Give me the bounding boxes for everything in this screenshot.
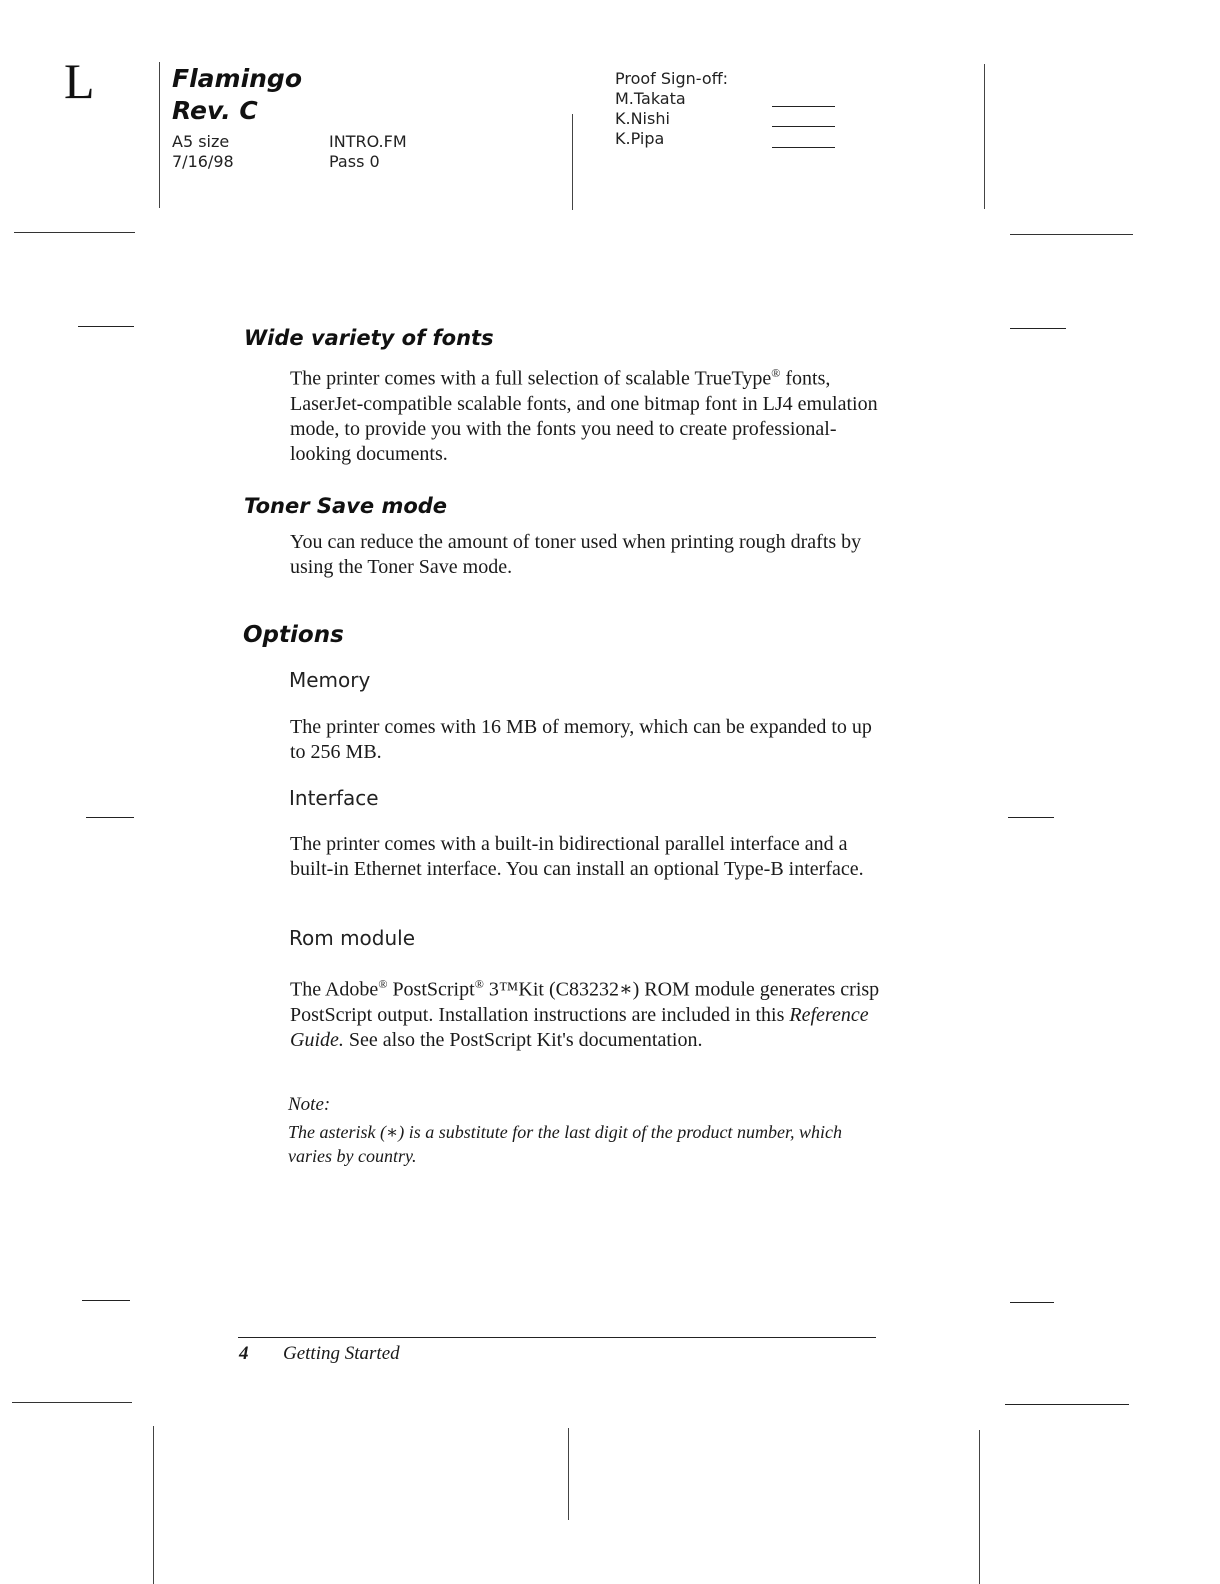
proofer-name: K.Nishi [615,109,670,128]
note-text: The asterisk (∗) is a substitute for the last digit of the product number, which varies by country. [288,1122,843,1166]
crop-mark-bottom-left-vertical [153,1426,154,1584]
crop-mark-bottom-right [1005,1404,1129,1405]
crop-mark-bottom-center-vertical [568,1428,569,1520]
section-heading-options: Options [243,622,344,648]
header-left-rule [159,62,160,208]
crop-mark-left-3 [82,1300,130,1301]
doc-date: 7/16/98 [172,152,234,171]
rom-paragraph: The Adobe® PostScript® 3™Kit (C83232∗) ROM module generates crisp PostScript output. Installation instructions are included in this Reference Guide. See also the PostScript Kit's documentation. [290,977,880,1051]
subheading-memory: Memory [289,668,371,692]
proofer-name: M.Takata [615,89,686,108]
chapter-title: Getting Started [283,1343,400,1364]
doc-size: A5 size [172,132,230,151]
crop-mark-top-left [14,232,135,233]
doc-pass: Pass 0 [329,152,380,171]
crop-mark-left-1 [78,326,134,327]
side-letter: L [64,53,95,109]
signature-line [772,106,835,107]
page-number: 4 [239,1343,249,1364]
doc-revision: Rev. C [172,96,258,125]
doc-title: Flamingo [172,64,303,93]
crop-mark-right-3 [1010,1302,1054,1303]
signature-line [772,147,835,148]
header-center-rule [572,114,573,210]
crop-mark-right-2 [1008,817,1054,818]
subheading-interface: Interface [289,786,379,810]
crop-mark-left-2 [86,817,134,818]
header-right-rule [984,64,985,209]
section-heading-fonts: Wide variety of fonts [244,326,494,350]
doc-filename: INTRO.FM [329,132,407,151]
footer-rule [238,1337,876,1338]
proof-label: Proof Sign-off: [615,69,729,88]
crop-mark-top-right [1010,234,1133,235]
crop-mark-bottom-left [12,1402,132,1403]
note-title: Note: [288,1094,331,1115]
proofer-name: K.Pipa [615,129,665,148]
fonts-paragraph: The printer comes with a full selection of scalable TrueType® fonts, LaserJet-compatible scalable fonts, and one bitmap font in LJ4 emulation mode, to provide you with the fonts you need to create professional-looking documents. [290,366,878,465]
signature-line [772,126,835,127]
memory-paragraph: The printer comes with 16 MB of memory, which can be expanded to up to 256 MB. [290,716,872,763]
subheading-rom-module: Rom module [289,926,416,950]
interface-paragraph: The printer comes with a built-in bidirectional parallel interface and a built-in Ethernet interface. You can install an optional Type-B interface. [290,833,864,880]
section-heading-toner: Toner Save mode [244,494,448,518]
crop-mark-bottom-right-vertical [979,1430,980,1584]
crop-mark-right-1 [1010,328,1066,329]
toner-paragraph: You can reduce the amount of toner used when printing rough drafts by using the Toner Save mode. [290,531,862,578]
